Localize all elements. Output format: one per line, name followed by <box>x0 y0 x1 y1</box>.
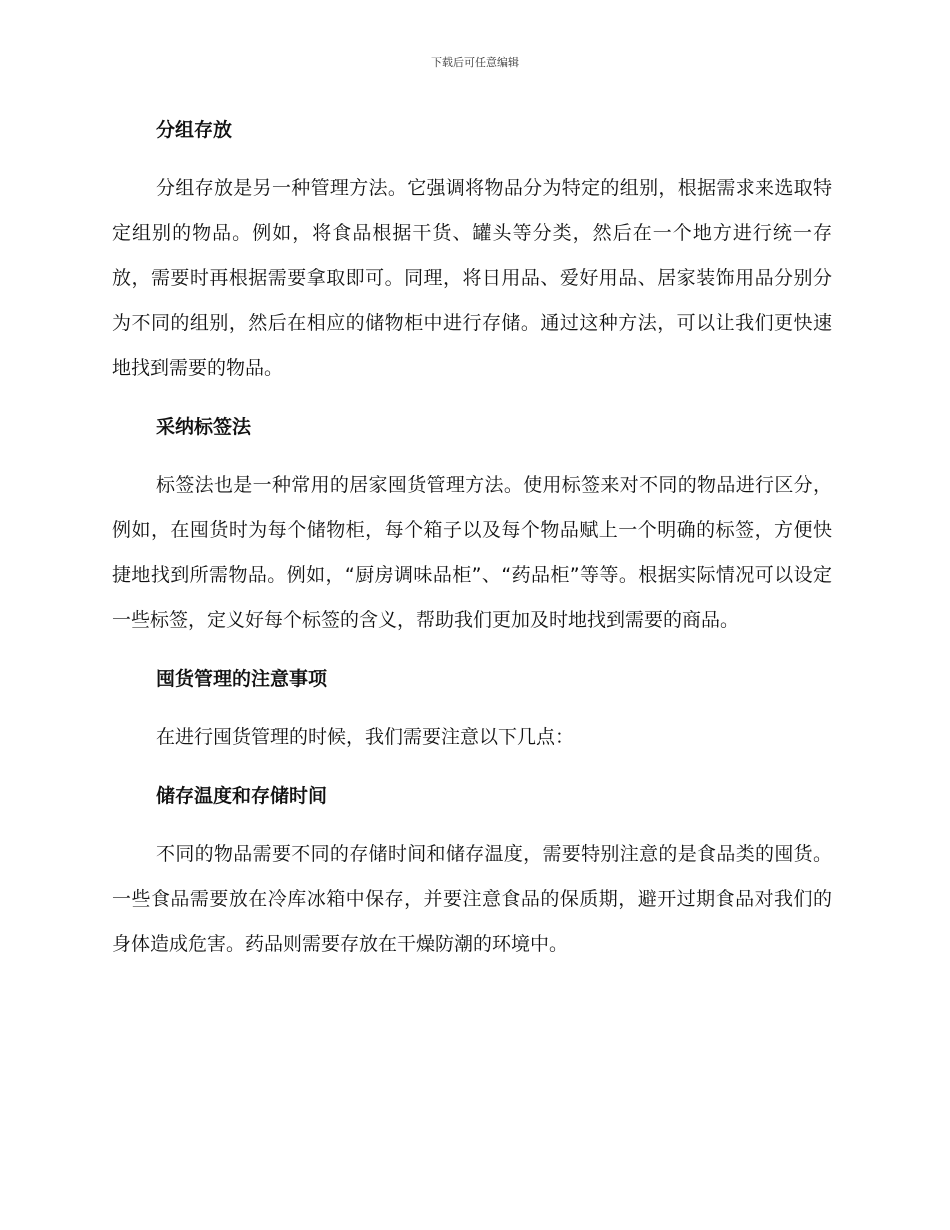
section-paragraph: 分组存放是另一种管理方法。它强调将物品分为特定的组别，根据需求来选取特定组别的物品。例如，将食品根据干货、罐头等分类，然后在一个地方进行统一存放，需要时再根据需要拿取即可。同理，将日用品、爱好用品、居家装饰用品分别分为不同的组别，然后在相应的储物柜中进行存储。通过这种方法，可以让我们更快速地找到需要的物品。 <box>112 177 832 379</box>
section-heading: 采纳标签法 <box>156 416 252 438</box>
document-body <box>112 108 832 981</box>
section-heading: 储存温度和存储时间 <box>156 785 328 807</box>
section-paragraph: 在进行囤货管理的时候，我们需要注意以下几点： <box>156 726 575 748</box>
section-heading: 囤货管理的注意事项 <box>156 668 328 690</box>
section-paragraph: 标签法也是一种常用的居家囤货管理方法。使用标签来对不同的物品进行区分，例如，在囤货时为每个储物柜，每个箱子以及每个物品赋上一个明确的标签，方便快捷地找到所需物品。例如，“厨房调味品柜”、“药品柜”等等。根据实际情况可以设定一些标签，定义好每个标签的含义，帮助我们更加及时地找到需要的商品。 <box>112 474 832 631</box>
section-temperature-time <box>112 774 832 967</box>
section-notes <box>112 657 832 760</box>
page-header: 下载后可任意编辑 <box>431 56 519 69</box>
section-heading: 分组存放 <box>156 119 233 141</box>
section-group-storage <box>112 108 832 391</box>
section-paragraph: 不同的物品需要不同的存储时间和储存温度，需要特别注意的是食品类的囤货。一些食品需要放在冷库冰箱中保存，并要注意食品的保质期，避开过期食品对我们的身体造成危害。药品则需要存放在干燥防潮的环境中。 <box>112 843 832 955</box>
section-label-method <box>112 405 832 643</box>
